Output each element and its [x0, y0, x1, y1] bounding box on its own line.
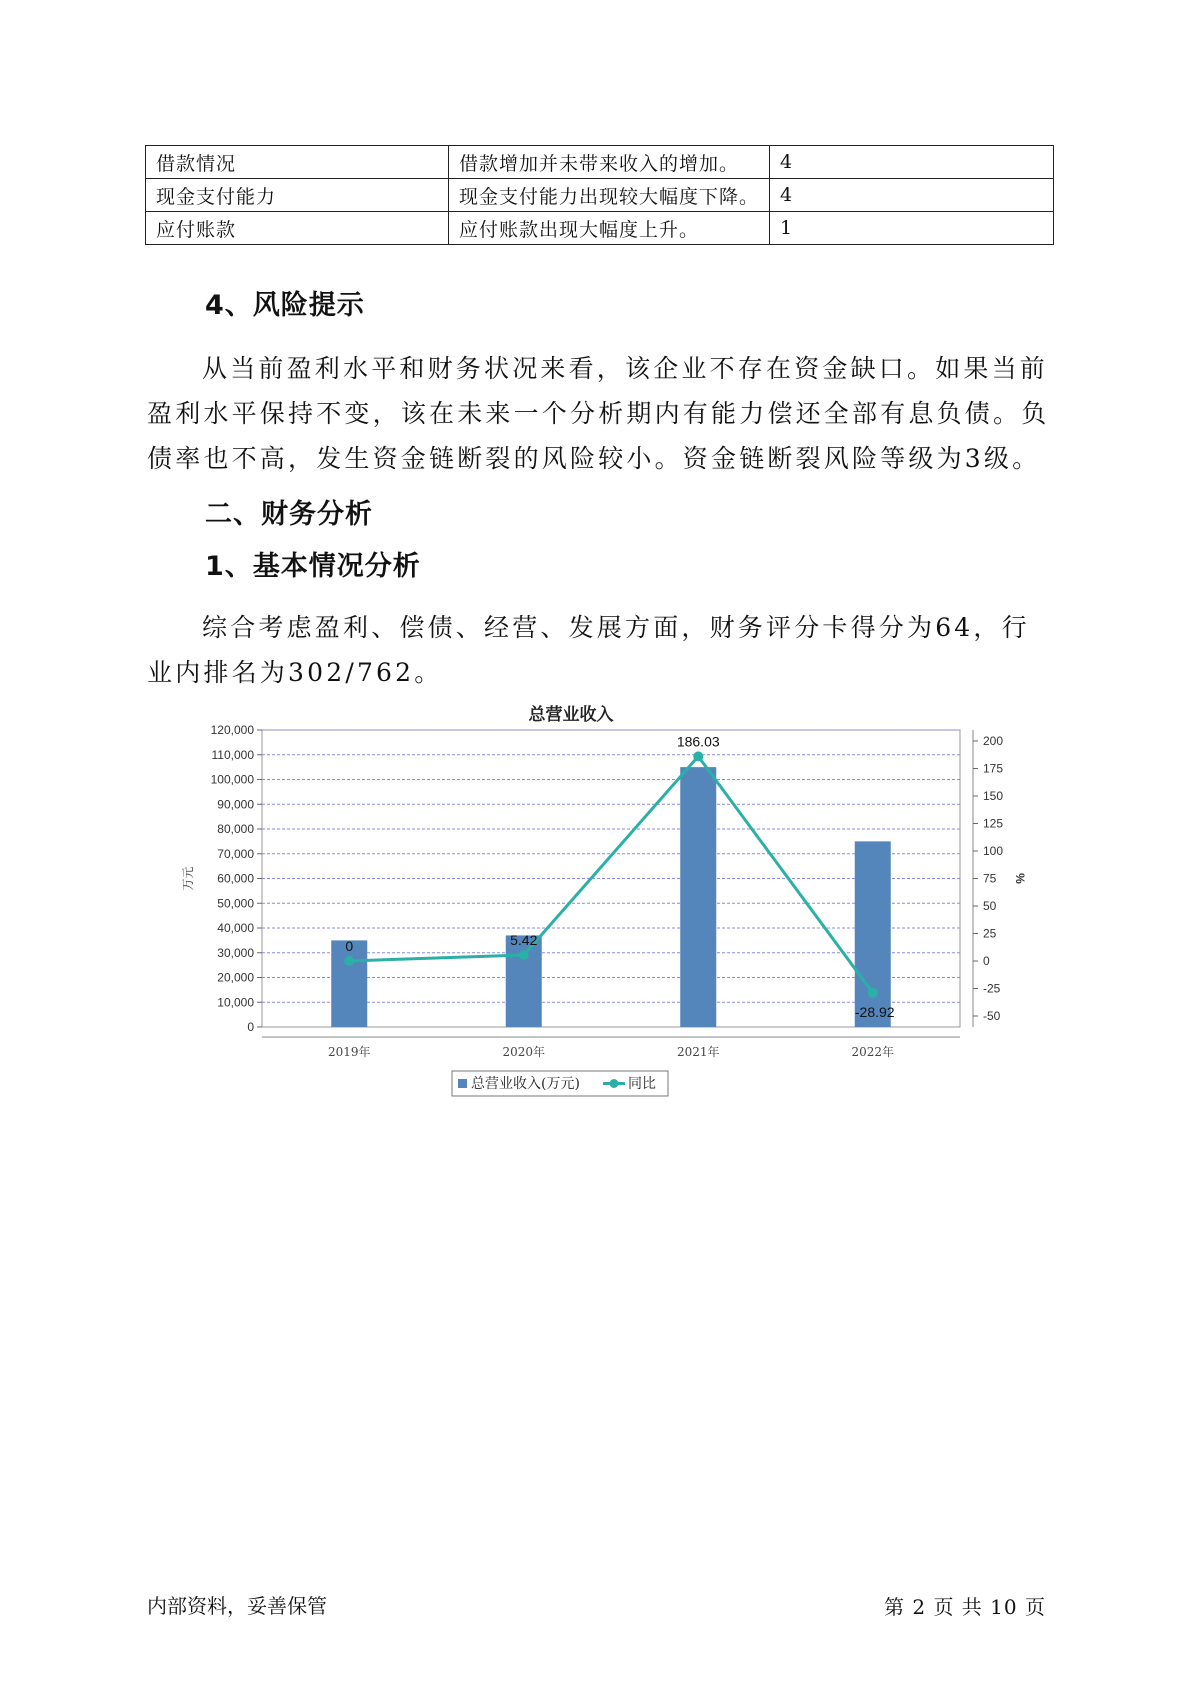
point-yoy-3: [868, 988, 878, 998]
table-cell-score: 1: [770, 212, 1054, 245]
y2-axis-title: %: [1013, 873, 1027, 884]
table-cell-item: 应付账款: [146, 212, 449, 245]
y2-tick-label: 25: [983, 926, 997, 941]
revenue-chart: [180, 705, 1027, 1185]
y-tick-label: 20,000: [217, 970, 254, 985]
legend-bar-swatch: [458, 1079, 467, 1088]
x-tick-label: 2021年: [676, 1045, 720, 1059]
data-label-yoy: -28.92: [854, 1003, 895, 1020]
y2-tick-label: 50: [983, 899, 997, 913]
x-tick-label: 2020年: [502, 1045, 546, 1059]
data-label-yoy: 186.03: [676, 733, 720, 750]
data-label-yoy: 5.42: [510, 932, 538, 949]
footer-note: 内部资料，妥善保管: [147, 1594, 327, 1618]
line-yoy: [349, 756, 873, 992]
x-tick-label: 2022年: [851, 1045, 895, 1059]
y-tick-label: 40,000: [217, 921, 254, 935]
y-tick-label: 50,000: [217, 896, 254, 911]
bar-revenue-3: [855, 841, 891, 1027]
point-yoy-1: [519, 950, 529, 960]
y-tick-label: 80,000: [217, 822, 254, 836]
paragraph-basic: 综合考虑盈利、偿债、经营、发展方面，财务评分卡得分为64，行业内排名为302/762。: [147, 613, 1030, 687]
heading-basic: 1、基本情况分析: [205, 551, 421, 582]
bar-revenue-2: [680, 767, 716, 1027]
y2-tick-label: 175: [983, 761, 1004, 776]
legend-label-yoy: 同比: [628, 1076, 656, 1092]
chart-title: 总营业收入: [528, 705, 614, 724]
y2-tick-label: -50: [983, 1009, 1001, 1023]
table-row: [146, 179, 1054, 212]
table-cell-desc: 借款增加并未带来收入的增加。: [449, 146, 770, 179]
table-cell-desc: 现金支付能力出现较大幅度下降。: [449, 179, 770, 212]
table-row: [146, 146, 1054, 179]
table-cell-score: 4: [770, 179, 1054, 212]
table-cell-desc: 应付账款出现大幅度上升。: [449, 212, 770, 245]
y-tick-label: 60,000: [217, 871, 254, 886]
bar-revenue-1: [506, 935, 542, 1027]
y-tick-label: 0: [247, 1020, 254, 1034]
point-yoy-2: [693, 751, 703, 761]
y-tick-label: 90,000: [217, 797, 254, 812]
y2-tick-label: -25: [983, 981, 1001, 996]
heading-finance: 二、财务分析: [205, 499, 373, 530]
y2-tick-label: 100: [983, 844, 1004, 858]
table-cell-item: 现金支付能力: [146, 179, 449, 212]
y2-tick-label: 0: [983, 954, 990, 968]
y-tick-label: 30,000: [217, 945, 254, 960]
data-label-yoy: 0: [345, 938, 354, 954]
y-tick-label: 70,000: [217, 846, 254, 861]
y2-tick-label: 75: [983, 871, 997, 886]
table-cell-score: 4: [770, 146, 1054, 179]
x-tick-label: 2019年: [327, 1045, 371, 1059]
point-yoy-0: [344, 956, 354, 966]
y-tick-label: 100,000: [210, 772, 254, 787]
risk-table: [145, 145, 1054, 245]
y-tick-label: 10,000: [217, 995, 254, 1010]
y2-tick-label: 200: [983, 734, 1004, 748]
table-cell-item: 借款情况: [146, 146, 449, 179]
y2-tick-label: 125: [983, 816, 1004, 831]
legend-point-swatch: [610, 1079, 619, 1088]
heading-risk: 4、风险提示: [205, 290, 365, 321]
y-axis-title: 万元: [181, 866, 195, 891]
y-tick-label: 120,000: [210, 723, 254, 737]
table-row: [146, 212, 1054, 245]
legend-label-revenue: 总营业收入(万元): [471, 1076, 580, 1092]
y2-tick-label: 150: [983, 789, 1004, 803]
page-number: 第 2 页 共 10 页: [884, 1595, 1046, 1619]
y-tick-label: 110,000: [211, 747, 254, 762]
paragraph-risk: 从当前盈利水平和财务状况来看，该企业不存在资金缺口。如果当前盈利水平保持不变，该在未来一个分析期内有能力偿还全部有息负债。负债率也不高，发生资金链断裂的风险较小。资金链断裂风险等级为3级。: [147, 354, 1050, 473]
